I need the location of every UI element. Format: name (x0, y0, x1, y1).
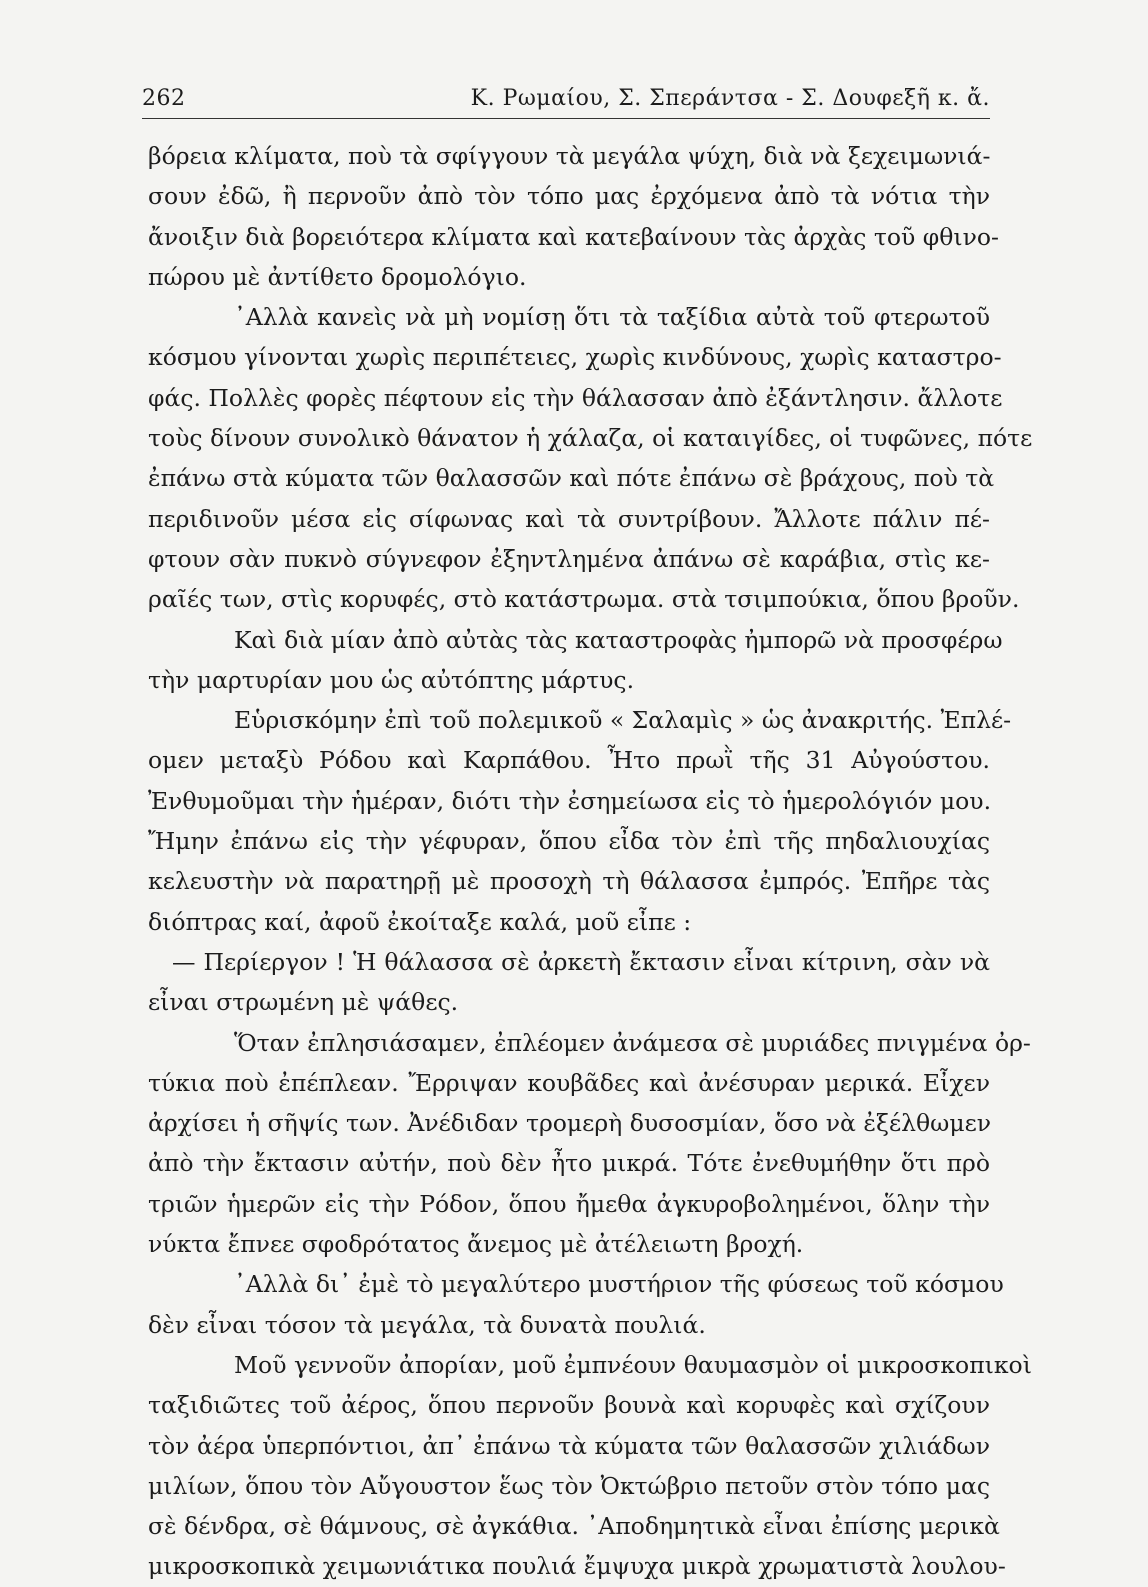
text-line: ᾿Αλλὰ δι᾿ ἐμὲ τὸ μεγαλύτερο μυστήριον τῆς φύσεως τοῦ κόσμου (234, 1270, 1004, 1299)
text-line: τριῶν ἡμερῶν εἰς τὴν Ρόδον, ὅπου ἤμεθα ἀγκυροβολημένοι, ὅλην τὴν (148, 1189, 990, 1218)
text-line: Ἤμην ἐπάνω εἰς τὴν γέφυραν, ὅπου εἶδα τὸν ἐπὶ τῆς πηδαλιουχίας (148, 827, 990, 856)
text-line: νύκτα ἔπνεε σφοδρότατος ἄνεμος μὲ ἀτέλειωτη βροχή. (148, 1230, 804, 1259)
page-number: 262 (142, 86, 186, 111)
text-line: ταξιδιῶτες τοῦ ἀέρος, ὅπου περνοῦν βουνὰ καὶ κορυφὲς καὶ σχίζουν (148, 1391, 990, 1420)
text-line: πώρου μὲ ἀντίθετο δρομολόγιο. (148, 262, 527, 291)
text-line: κόσμου γίνονται χωρὶς περιπέτειες, χωρὶς κινδύνους, χωρὶς καταστρο- (148, 343, 1002, 372)
text-line: Ὅταν ἐπλησιάσαμεν, ἐπλέομεν ἀνάμεσα σὲ μυριάδες πνιγμένα ὀρ- (234, 1028, 1031, 1057)
text-line: ομεν μεταξὺ Ρόδου καὶ Καρπάθου. Ἦτο πρωῒ τῆς 31 Αὐγούστου. (148, 746, 990, 775)
text-line: — Περίεργον ! Ἡ θάλασσα σὲ ἀρκετὴ ἔκτασιν εἶναι κίτρινη, σὰν νὰ (172, 947, 990, 976)
text-line: τὸν ἀέρα ὑπερπόντιοι, ἀπ᾿ ἐπάνω τὰ κύματα τῶν θαλασσῶν χιλιάδων (148, 1431, 990, 1460)
text-line: φτουν σὰν πυκνὸ σύγνεφον ἐξηντλημένα ἀπάνω σὲ καράβια, στὶς κε- (148, 544, 990, 573)
header-rule (142, 118, 990, 119)
text-line: βόρεια κλίματα, ποὺ τὰ σφίγγουν τὰ μεγάλα ψύχη, διὰ νὰ ξεχειμωνιά- (148, 142, 991, 170)
text-line: φάς. Πολλὲς φορὲς πέφτουν εἰς τὴν θάλασσαν ἀπὸ ἐξάντλησιν. ἄλλοτε (148, 383, 1003, 412)
text-line: περιδινοῦν μέσα εἰς σίφωνας καὶ τὰ συντρίβουν. Ἄλλοτε πάλιν πέ- (148, 504, 990, 533)
text-line: ἀπὸ τὴν ἔκτασιν αὐτήν, ποὺ δὲν ἦτο μικρά. Τότε ἐνεθυμήθην ὅτι πρὸ (148, 1149, 990, 1178)
text-line: σὲ δένδρα, σὲ θάμνους, σὲ ἀγκάθια. ᾿Αποδημητικὰ εἶναι ἐπίσης μερικὰ (148, 1512, 1000, 1541)
text-line: ραῖές των, στὶς κορυφές, στὸ κατάστρωμα. στὰ τσιμπούκια, ὅπου βροῦν. (148, 585, 1020, 614)
page-header (142, 86, 990, 116)
text-line: ἄνοιξιν διὰ βορειότερα κλίματα καὶ κατεβαίνουν τὰς ἀρχὰς τοῦ φθινο- (148, 222, 999, 251)
text-line: εἶναι στρωμένη μὲ ψάθες. (148, 988, 459, 1017)
body-text (148, 136, 1033, 1587)
text-line: τοὺς δίνουν συνολικὸ θάνατον ἡ χάλαζα, οἱ καταιγίδες, οἱ τυφῶνες, πότε (148, 424, 1033, 453)
text-line: μιλίων, ὅπου τὸν Αὔγουστον ἕως τὸν Ὀκτώβριο πετοῦν στὸν τόπο μας (148, 1471, 990, 1500)
running-title: Κ. Ρωμαίου, Σ. Σπεράντσα - Σ. Δουφεξῆ κ. ἄ. (470, 86, 990, 111)
text-line: ᾿Αλλὰ κανεὶς νὰ μὴ νομίσῃ ὅτι τὰ ταξίδια αὐτὰ τοῦ φτερωτοῦ (234, 303, 990, 332)
text-line: σουν ἐδῶ, ἢ περνοῦν ἀπὸ τὸν τόπο μας ἐρχόμενα ἀπὸ τὰ νότια τὴν (148, 182, 990, 211)
text-line: Ἐνθυμοῦμαι τὴν ἡμέραν, διότι τὴν ἐσημείωσα εἰς τὸ ἡμερολόγιόν μου. (148, 786, 992, 815)
text-line: Καὶ διὰ μίαν ἀπὸ αὐτὰς τὰς καταστροφὰς ἠμπορῶ νὰ προσφέρω (234, 625, 1003, 654)
text-line: τύκια ποὺ ἐπέπλεαν. Ἔρριψαν κουβᾶδες καὶ ἀνέσυραν μερικά. Εἶχεν (148, 1068, 990, 1097)
text-line: Μοῦ γεννοῦν ἀπορίαν, μοῦ ἐμπνέουν θαυμασμὸν οἱ μικροσκοπικοὶ (234, 1350, 1032, 1379)
text-line: ἀρχίσει ἡ σῆψίς των. Ἀνέδιδαν τρομερὴ δυσοσμίαν, ὅσο νὰ ἐξέλθωμεν (148, 1109, 992, 1138)
text-line: διόπτρας καί, ἀφοῦ ἐκοίταξε καλά, μοῦ εἶπε : (148, 907, 692, 936)
text-line: τὴν μαρτυρίαν μου ὡς αὐτόπτης μάρτυς. (148, 665, 635, 694)
text-line: μικροσκοπικὰ χειμωνιάτικα πουλιά ἔμψυχα μικρὰ χρωματιστὰ λουλου- (148, 1552, 1006, 1581)
text-line: κελευστὴν νὰ παρατηρῇ μὲ προσοχὴ τὴ θάλασσα ἐμπρός. Ἐπῆρε τὰς (148, 867, 990, 896)
text-line: δὲν εἶναι τόσον τὰ μεγάλα, τὰ δυνατὰ πουλιά. (148, 1310, 706, 1339)
text-line: Εὑρισκόμην ἐπὶ τοῦ πολεμικοῦ « Σαλαμὶς » ὡς ἀνακριτής. Ἐπλέ- (234, 706, 1012, 735)
text-line: ἐπάνω στὰ κύματα τῶν θαλασσῶν καὶ πότε ἐπάνω σὲ βράχους, ποὺ τὰ (148, 464, 995, 493)
